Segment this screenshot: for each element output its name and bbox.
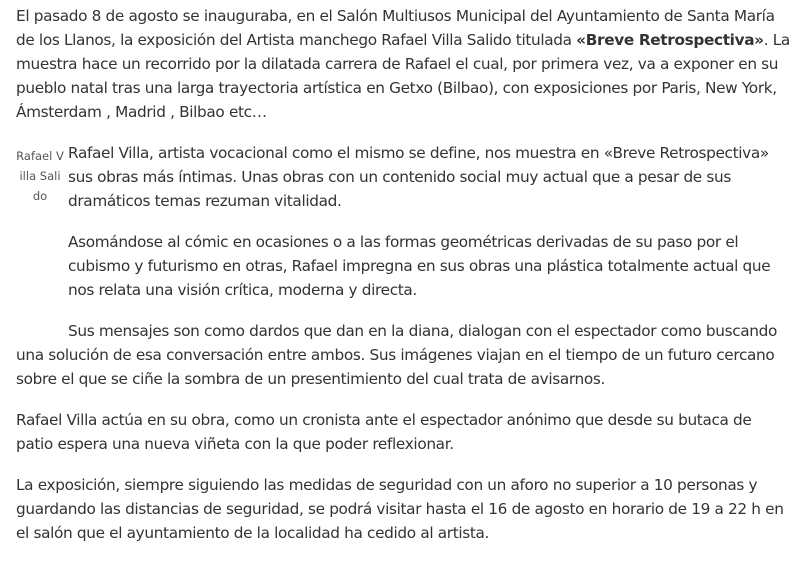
paragraph-visit-info: La exposición, siempre siguiendo las medidas de seguridad con un aforo no superior a 10 personas y guardando las distancias de seguridad, se podrá visitar hasta el 16 de agosto en horario de 19 a 22 h en el salón que el ayuntamiento de la localidad ha cedido al artista. bbox=[16, 476, 784, 542]
image-alt-text: Rafael Villa Salido bbox=[16, 149, 64, 203]
exhibition-title: «Breve Retrospectiva» bbox=[576, 31, 764, 49]
paragraph-messages: Sus mensajes son como dardos que dan en la diana, dialogan con el espectador como buscando una solución de esa conversación entre ambos. Sus imágenes viajan en el tiempo de un futuro cercano sobre el que se ciñe la sombra de un presentimiento del cual trata de avisarnos. bbox=[16, 322, 778, 388]
paragraph-comic-cubism: Asomándose al cómic en ocasiones o a las formas geométricas derivadas de su paso por el cubismo y futurismo en otras, Rafael impregna en sus obras una plástica totalmente actual que nos relata una visión crítica, moderna y directa. bbox=[68, 233, 771, 299]
paragraph-chronicler: Rafael Villa actúa en su obra, como un cronista ante el espectador anónimo que desde su butaca de patio espera una nueva viñeta con la que poder reflexionar. bbox=[16, 411, 752, 453]
article-body bbox=[16, 4, 791, 562]
intro-text: El pasado 8 de agosto se inauguraba, en el Salón Multiusos Municipal del Ayuntamiento de Santa María de los Llanos, la exposición del Artista manchego Rafael Villa Salido titulada bbox=[16, 7, 775, 49]
intro-text-continued: . La muestra hace un recorrido por la dilatada carrera de Rafael el cual, por primera vez, va a exponer en su pueblo natal tras una larga trayectoria artística en Getxo (Bilbao), con exposiciones por Paris, New York, Ámsterdam , Madrid , Bilbao etc… bbox=[16, 31, 790, 121]
artist-image-placeholder bbox=[16, 141, 64, 336]
paragraph-intro bbox=[16, 4, 791, 124]
paragraph-artist-vocational: Rafael Villa, artista vocacional como el mismo se define, nos muestra en «Breve Retrospectiva» sus obras más íntimas. Unas obras con un contenido social muy actual que a pesar de sus dramáticos temas rezuman vitalidad. bbox=[68, 144, 769, 210]
